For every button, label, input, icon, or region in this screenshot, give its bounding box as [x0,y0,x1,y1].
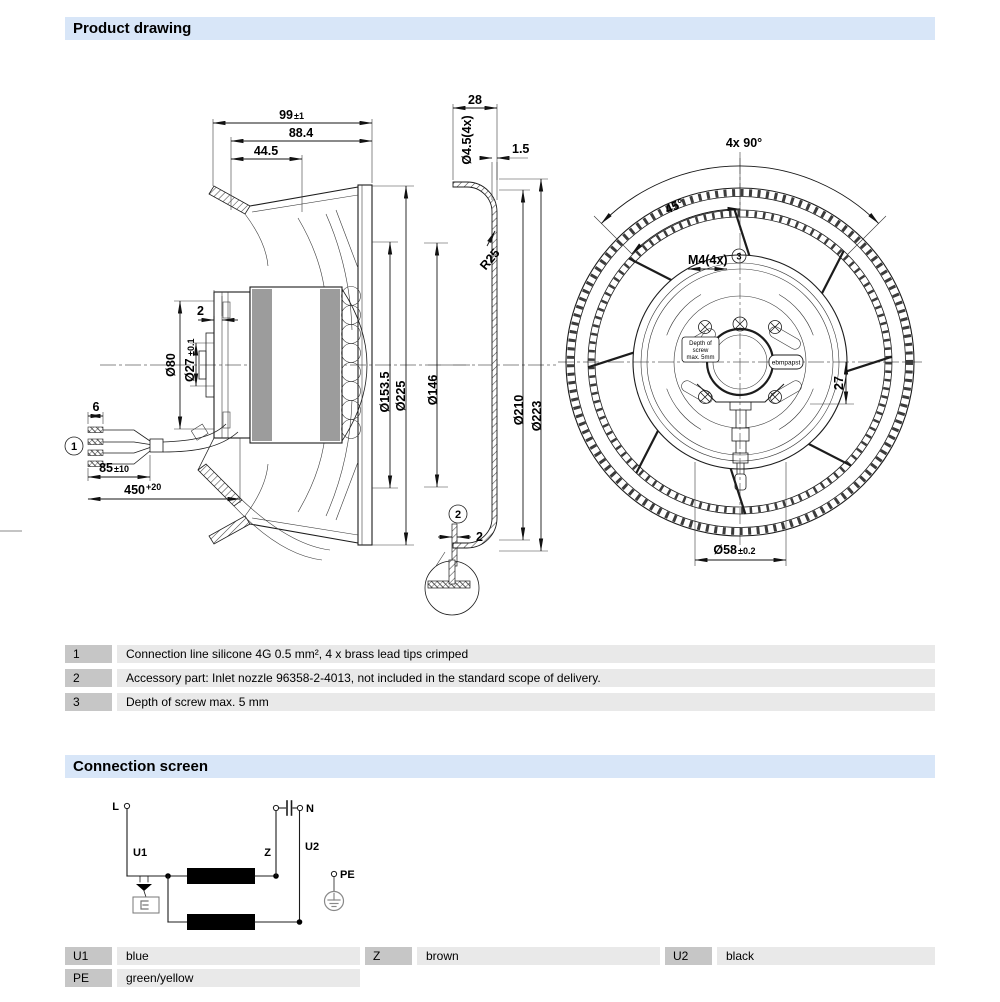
dim-85-label: 85 [99,461,113,475]
pe-ground [325,869,355,911]
dim-28-label: 28 [468,93,482,107]
dim-2-flange [197,290,238,320]
dim-2-nozzle-label: 2 [476,530,483,544]
dim-6-label: 6 [92,400,100,414]
brand-logo-text: ebmpapst [771,359,801,367]
screw-depth-note [682,330,719,362]
dim-1-5-label: 1.5 [512,142,530,156]
label-u1: U1 [133,847,148,859]
wiring-diagram [112,801,354,930]
dim-m4 [688,249,746,269]
dia-58-tol: ±0.2 [738,546,756,556]
dim-99 [213,108,372,186]
note-1-text: Connection line silicone 4G 0.5 mm², 4 x brass lead tips crimped [117,645,935,663]
screw-note-line3: max. 5mm [686,355,715,361]
dim-44-5-label: 44.5 [253,144,279,158]
dim-88-4-label: 88.4 [288,126,314,140]
wire-u1-label: U1 [65,947,112,965]
thermal-protector [133,876,159,913]
dim-6 [88,400,103,424]
wire-u2-value: black [717,947,935,965]
motor-body [250,287,367,444]
wire-u1-value: blue [117,947,360,965]
terminal-n [297,805,302,810]
dia-153-5-label: Ø153.5 [378,371,392,413]
dim-99-label: 99 [279,108,293,122]
callout-1-label: 1 [70,441,78,453]
dim-2-label: 2 [197,304,204,318]
dia-80-label: Ø80 [164,353,178,377]
dim-450-tol: +20 [146,482,162,492]
label-l: L [112,801,119,813]
terminal-pe [331,871,336,876]
note-2-number: 2 [65,669,112,687]
dim-dia27 [183,339,214,386]
dim-4x90-label: 4x 90° [725,136,763,150]
label-z: Z [264,847,271,859]
callout-3-label: 3 [736,251,742,262]
connection-diagram-canvas [0,785,1000,945]
dia-146-label: Ø146 [426,374,440,406]
dim-r25 [477,231,502,273]
page-title: Product drawing [73,20,192,37]
screw-note-line1: Depth of [689,341,712,347]
terminal-l [124,803,129,808]
section-header-product-drawing [65,17,935,40]
rotor-stack-left [252,289,272,441]
product-drawing-canvas [0,50,1000,645]
detail-bubble [425,552,479,615]
rotor-stack-right [320,289,340,441]
wire-z-label: Z [365,947,412,965]
inlet-ring-section-bottom [209,516,250,544]
dia-58-label: Ø58 [713,543,737,557]
dim-450-label: 450 [124,483,145,497]
front-view [558,136,922,566]
callout-2-label: 2 [454,509,462,521]
section-header-connection-screen [65,755,935,778]
m4-label: M4(4x) [688,253,728,267]
capacitor [279,801,298,815]
connection-screen-title: Connection screen [73,758,209,775]
dia-27-label: Ø27 [183,358,197,382]
note-3-text: Depth of screw max. 5 mm [117,693,935,711]
dia-27-tol: ±0.1 [186,338,196,356]
inlet-ring-section-top [209,186,250,214]
label-pe: PE [340,869,355,881]
dia-210-label: Ø210 [512,394,526,426]
section-view [424,93,556,615]
note-3-number: 3 [65,693,112,711]
dim-99-tol: ±1 [294,111,304,121]
main-winding [187,868,255,884]
dim-dia225 [372,186,414,545]
side-view [65,108,470,560]
brand-logo [769,355,803,369]
dim-45-label: 45° [662,196,686,217]
dia-225-label: Ø225 [394,380,408,412]
dim-85-tol: ±10 [114,464,129,474]
wire-u2-label: U2 [665,947,712,965]
wire-pe-label: PE [65,969,112,987]
label-n: N [306,803,314,815]
dim-1-5 [483,142,529,200]
wire-z-value: brown [417,947,660,965]
junction-dot-u2 [297,919,303,925]
dia-4-5-label: Ø4.5(4x) [460,115,474,165]
screw-note-line2: screw [692,348,709,354]
note-1-number: 1 [65,645,112,663]
aux-winding [187,914,255,930]
dia-223-label: Ø223 [530,400,544,432]
wire-pe-value: green/yellow [117,969,360,987]
label-u2: U2 [305,841,320,853]
dim-27-label: 27 [832,376,846,390]
capacitor-terminal [273,805,278,810]
note-2-text: Accessory part: Inlet nozzle 96358-2-4013, not included in the standard scope of delivery. [117,669,935,687]
dim-2-nozzle [438,530,483,544]
dim-27 [810,362,854,404]
r25-label: R25 [477,246,503,273]
